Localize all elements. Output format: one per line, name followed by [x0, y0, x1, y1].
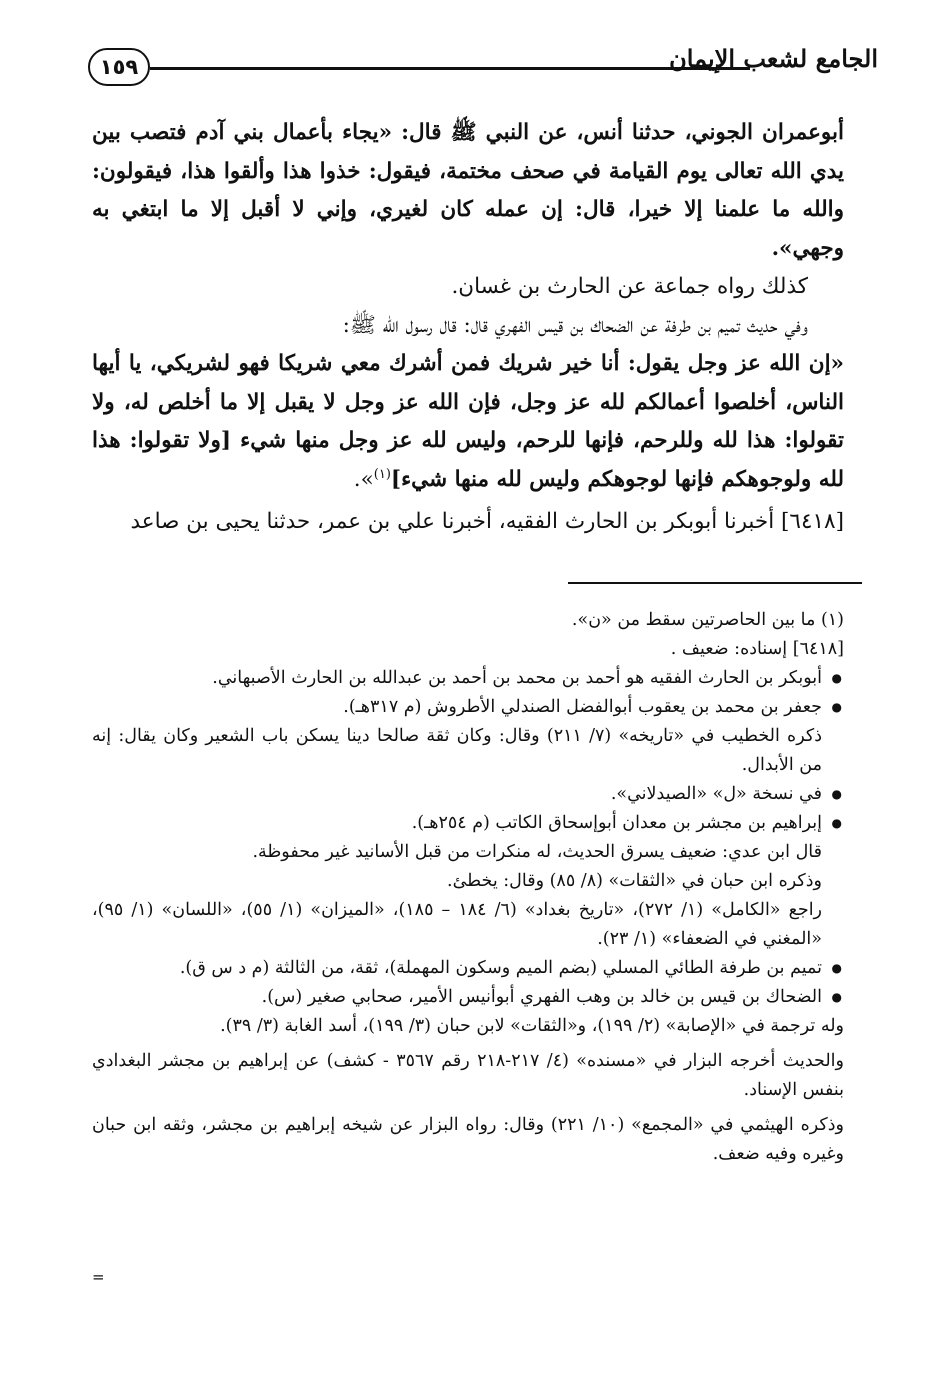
list-item: ● تميم بن طرفة الطائي المسلي (بضم الميم وسكون المهملة)، ثقة، من الثالثة (م د س ق).: [92, 954, 844, 983]
hadith-intro: [92, 307, 844, 346]
narrator-note: ذكره الخطيب في «تاريخه» (٧/ ٢١١) وقال: وكان ثقة صالحا دينا يسكن باب الشعير وكان يقال: إنه من الأبدال.: [92, 726, 822, 775]
footnote-separator: [568, 582, 862, 584]
list-item: ● جعفر بن محمد بن يعقوب أبوالفضل الصندلي الأطروش (م ٣١٧هـ).: [92, 693, 844, 722]
page-header: [88, 36, 878, 106]
book-title: الجامع لشعب الإيمان: [669, 44, 878, 73]
narrator-note: قال ابن عدي: ضعيف يسرق الحديث، له منكرات من قبل الأسانيد غير محفوظة.: [252, 842, 822, 862]
footnote-paragraph: والحديث أخرجه البزار في «مسنده» (٤/ ٢١٧-٢١٨ رقم ٣٥٦٧ - كشف) عن إبراهيم بن مجشر البغدادي بنفس الإسناد.: [92, 1051, 844, 1100]
footnote-ref-1[interactable]: (١): [373, 466, 391, 482]
list-item: ● في نسخة «ل» «الصيدلاني».: [92, 780, 844, 809]
narrator-list-1: [92, 664, 844, 722]
hadith-intro-text: وفي حديث تميم بن طرفة عن الضحاك بن قيس الفهري قال: قال رسول الله ﷺ:: [342, 312, 808, 338]
footnotes: [92, 606, 844, 1169]
list-item: ● أبوبكر بن الحارث الفقيه هو أحمد بن محمد بن أحمد بن عبدالله بن الحارث الأصبهاني.: [92, 664, 844, 693]
narrator-note: وذكره ابن حبان في «الثقات» (٨/ ٨٥) وقال: يخطئ.: [447, 871, 822, 891]
isnad-paragraph: [92, 503, 844, 542]
hadith-paragraph-2: [92, 345, 844, 499]
hadith-close: ».: [353, 466, 374, 492]
footnote-paragraph: وله ترجمة في «الإصابة» (٢/ ١٩٩)، و«الثقات» لابن حبان (٣/ ١٩٩)، أسد الغابة (٣/ ٣٩).: [220, 1016, 844, 1036]
hadith-text-2: «إن الله عز وجل يقول: أنا خير شريك فمن أشرك معي شريكا فهو لشريكي، يا أيها الناس، أخلصوا أعمالكم لله عز وجل، فإن الله عز وجل لا يقبل إلا ما أخلص له، ولا تقولوا: هذا لله وللرحم، فإنها للرحم، وليس لله عز وجل منها شيء [ولا تقولوا: هذا لله ولوجوهكم فإنها لوجوهكم وليس لله منها شيء]: [92, 351, 844, 492]
page-number: ١٥٩: [88, 48, 150, 86]
narrator-note: راجع «الكامل» (١/ ٢٧٢)، «تاريخ بغداد» (٦/ ١٨٤ – ١٨٥)، «الميزان» (١/ ٥٥)، «اللسان» (١/ ٩٥)، «المغني في الضعفاء» (١/ ٢٣).: [92, 900, 823, 949]
narration-note-text: كذلك رواه جماعة عن الحارث بن غسان.: [451, 274, 808, 299]
footnote-1: (١) ما بين الحاصرتين سقط من «ن».: [571, 610, 844, 630]
list-item: ● إبراهيم بن مجشر بن معدان أبوإسحاق الكاتب (م ٢٥٤هـ).: [92, 809, 844, 838]
footnote-paragraph: وذكره الهيثمي في «المجمع» (١٠/ ٢٢١) وقال: رواه البزار عن شيخه إبراهيم بن مجشر، وثقه ابن حبان وغيره وفيه ضعف.: [92, 1115, 844, 1164]
footnote-head: [٦٤١٨] إسناده: ضعيف .: [670, 639, 844, 659]
main-text: [92, 114, 844, 542]
narrator-list-3: [92, 954, 844, 1012]
continuation-mark: =: [92, 1268, 105, 1286]
isnad-text: [٦٤١٨] أخبرنا أبوبكر بن الحارث الفقيه، أخبرنا علي بن عمر، حدثنا يحيى بن صاعد: [130, 509, 844, 534]
narrator-list-2: [92, 780, 844, 838]
hadith-paragraph-1: [92, 114, 844, 268]
hadith-text-1: أبوعمران الجوني، حدثنا أنس، عن النبي ﷺ قال: «يجاء بأعمال بني آدم فتصب بين يدي الله تعالى يوم القيامة في صحف مختمة، فيقول: خذوا هذا وألقوا هذا، فيقولون: والله ما علمنا إلا خيرا، قال: إن عمله كان لغيري، وإني لا أقبل إلا ما ابتغي به وجهي».: [92, 120, 844, 261]
list-item: ● الضحاك بن قيس بن خالد بن وهب الفهري أبوأنيس الأمير، صحابي صغير (س).: [92, 983, 844, 1012]
narration-note: [92, 268, 844, 307]
